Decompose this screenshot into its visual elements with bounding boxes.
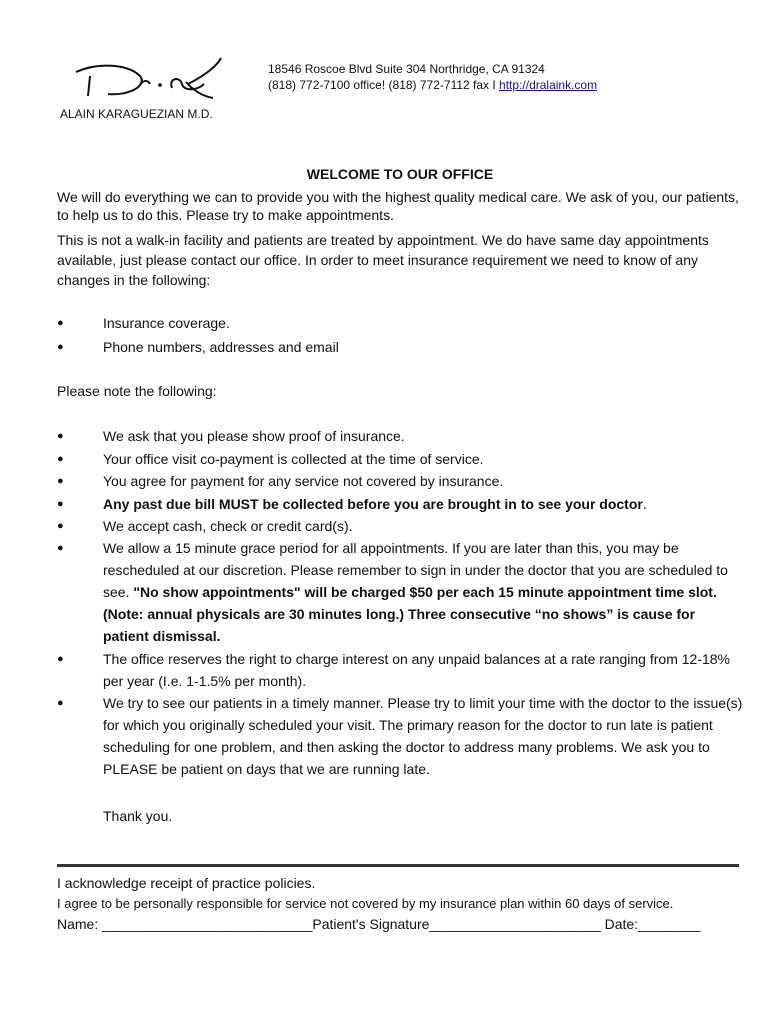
bullet-icon: ●: [57, 697, 64, 709]
bullet-icon: ●: [57, 653, 64, 665]
intro-paragraph-2: This is not a walk-in facility and patients are treated by appointment. We do have same day appointments available, just please contact our office. In order to meet insurance requirement we need to know of any changes in the following:: [57, 232, 709, 288]
note-heading: Please note the following:: [57, 383, 217, 399]
doctor-signature-logo: [68, 54, 228, 104]
no-show-notice: "No show appointments" will be charged $50 per each 15 minute appointment time slot. (Note: annual physicals are 30 minutes long.) Three consecutive “no shows” is cause for patient dismissal.: [103, 584, 717, 644]
phone-fax: (818) 772-7100 office! (818) 772-7112 fax I: [268, 78, 500, 92]
bullet-icon: ●: [57, 542, 64, 554]
website-link[interactable]: http://dralaink.com: [499, 78, 598, 92]
bullet-icon: ●: [57, 430, 64, 442]
address-line: 18546 Roscoe Blvd Suite 304 Northridge, CA 91324: [268, 62, 545, 76]
bullet-icon: ●: [57, 453, 64, 465]
divider: [57, 864, 739, 867]
bullet-icon: ●: [57, 498, 64, 510]
signature-fields[interactable]: Name: ___________________________Patient's Signature______________________ Date:________: [57, 916, 701, 932]
bullet-icon: ●: [57, 475, 64, 487]
acknowledge-text: I acknowledge receipt of practice policies.: [57, 875, 316, 891]
bullet-icon: ●: [57, 317, 64, 329]
intro-paragraph-1: We will do everything we can to provide you with the highest quality medical care. We ask of you, our patients, to help us to do this. Please try to make appointments.: [57, 189, 739, 223]
doctor-name: ALAIN KARAGUEZIAN M.D.: [60, 107, 213, 121]
bullet-icon: ●: [57, 341, 64, 353]
past-due-notice: Any past due bill MUST be collected before you are brought in to see your doctor: [103, 496, 643, 512]
agree-text: I agree to be personally responsible for service not covered by my insurance plan within 60 days of service.: [57, 896, 674, 911]
signature-graphic: [68, 54, 228, 104]
thank-you: Thank you.: [103, 808, 173, 824]
contact-line: [268, 77, 597, 93]
page-title: WELCOME TO OUR OFFICE: [306, 166, 494, 182]
bullet-icon: ●: [57, 520, 64, 532]
